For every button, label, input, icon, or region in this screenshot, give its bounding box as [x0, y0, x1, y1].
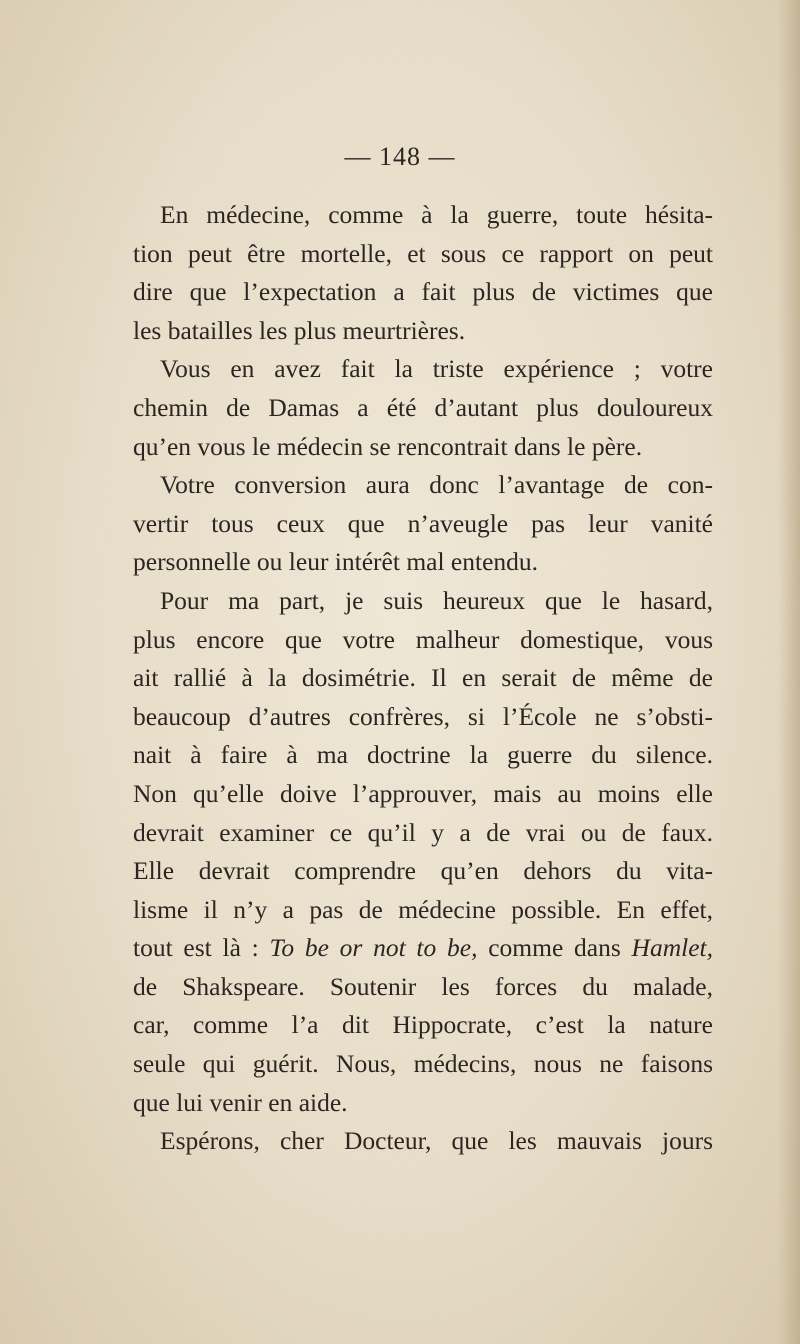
text-line: En médecine, comme à la guerre, toute hésita- [160, 200, 713, 229]
italic-title: Hamlet, [631, 933, 713, 963]
text-line: que lui venir en aide. [133, 1087, 348, 1117]
page-edge-shadow [778, 0, 800, 1344]
text-line: Non qu’elle doive l’approuver, mais au moins elle [133, 778, 713, 808]
text-line-mixed [133, 929, 713, 968]
text-line: qu’en vous le médecin se rencontrait dans le père. [133, 431, 643, 461]
text-line: les batailles les plus meurtrières. [133, 315, 466, 345]
text-line: Pour ma part, je suis heureux que le hasard, [160, 585, 713, 615]
text-segment: comme dans [477, 933, 632, 963]
text-line: car, comme l’a dit Hippocrate, c’est la nature [133, 1010, 713, 1040]
text-line: lisme il n’y a pas de médecine possible. En effet, [133, 894, 713, 924]
text-line: tion peut être mortelle, et sous ce rapport on peut [133, 238, 713, 268]
text-line: Espérons, cher Docteur, que les mauvais jours [160, 1126, 713, 1156]
text-line: de Shakspeare. Soutenir les forces du malade, [133, 971, 713, 1001]
text-line: ait rallié à la dosimétrie. Il en serait de même de [133, 663, 713, 693]
text-line: nait à faire à ma doctrine la guerre du silence. [133, 740, 713, 770]
body-text [133, 196, 713, 1161]
text-line: plus encore que votre malheur domestique, vous [133, 624, 713, 654]
text-line: chemin de Damas a été d’autant plus douloureux [133, 392, 713, 422]
text-segment: tout est là : [133, 933, 270, 963]
italic-quote: To be or not to be, [269, 933, 478, 963]
text-line: Vous en avez fait la triste expérience ; votre [160, 354, 713, 384]
text-line: Elle devrait comprendre qu’en dehors du vita- [133, 856, 713, 886]
text-line: seule qui guérit. Nous, médecins, nous ne faisons [133, 1049, 713, 1079]
text-line: dire que l’expectation a fait plus de victimes que [133, 277, 713, 307]
text-line: Votre conversion aura donc l’avantage de con- [160, 470, 713, 500]
text-line: beaucoup d’autres confrères, si l’École ne s’obsti- [133, 701, 713, 731]
text-line: devrait examiner ce qu’il y a de vrai ou de faux. [133, 817, 713, 847]
text-line: vertir tous ceux que n’aveugle pas leur vanité [133, 508, 713, 538]
text-line: personnelle ou leur intérêt mal entendu. [133, 547, 539, 577]
page-number: — 148 — [344, 142, 456, 171]
